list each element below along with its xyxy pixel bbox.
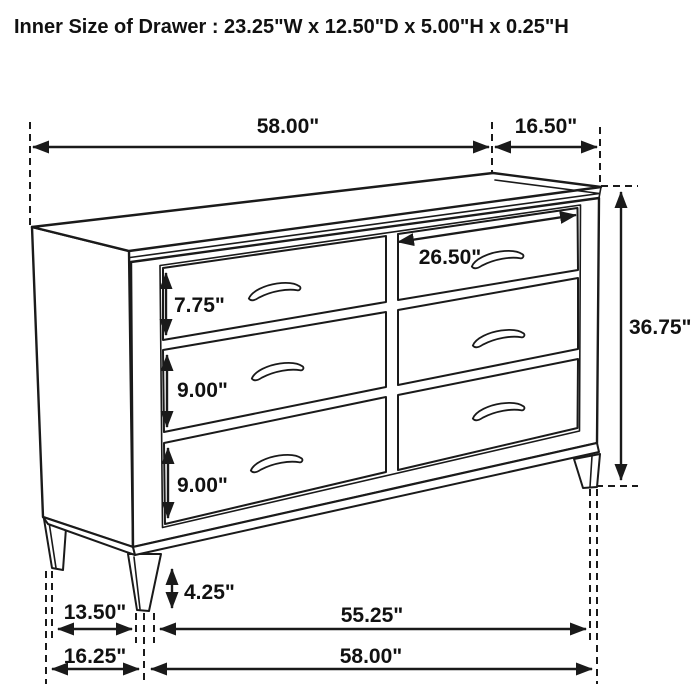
dim-overall-height: [621, 192, 692, 480]
dim-top-drawer-height-label: 7.75": [174, 294, 225, 317]
dim-overall-width: [151, 645, 592, 669]
dim-top-depth: [495, 115, 597, 147]
dim-overall-width-label: 58.00": [339, 645, 403, 668]
dim-top-width: [33, 115, 489, 147]
dim-bottom-drawer-height-label: 9.00": [177, 474, 228, 497]
dim-middle-drawer-height-label: 9.00": [177, 379, 228, 402]
dim-leg-height: [172, 569, 235, 608]
dim-top-width-label: 58.00": [256, 115, 320, 138]
dim-top-depth-label: 16.50": [514, 115, 578, 138]
dim-overall-depth: [52, 645, 139, 669]
dresser-drawing: [32, 173, 601, 611]
front-left-leg: [128, 554, 161, 611]
front-right-leg: [574, 454, 600, 488]
dim-front-leg-spacing-label: 55.25": [340, 604, 404, 627]
side-panel: [32, 227, 133, 547]
dim-leg-height-label: 4.25": [184, 581, 235, 604]
page-title: Inner Size of Drawer : 23.25"W x 12.50"D x 5.00"H x 0.25"H: [14, 16, 569, 38]
dim-drawer-width-label: 26.50": [418, 246, 482, 269]
dim-overall-depth-label: 16.25": [63, 645, 127, 668]
dim-side-leg-spacing-label: 13.50": [63, 601, 127, 624]
dim-side-leg-spacing: [58, 601, 132, 629]
dim-front-leg-spacing: [160, 604, 586, 629]
dim-overall-height-label: 36.75": [629, 316, 692, 339]
